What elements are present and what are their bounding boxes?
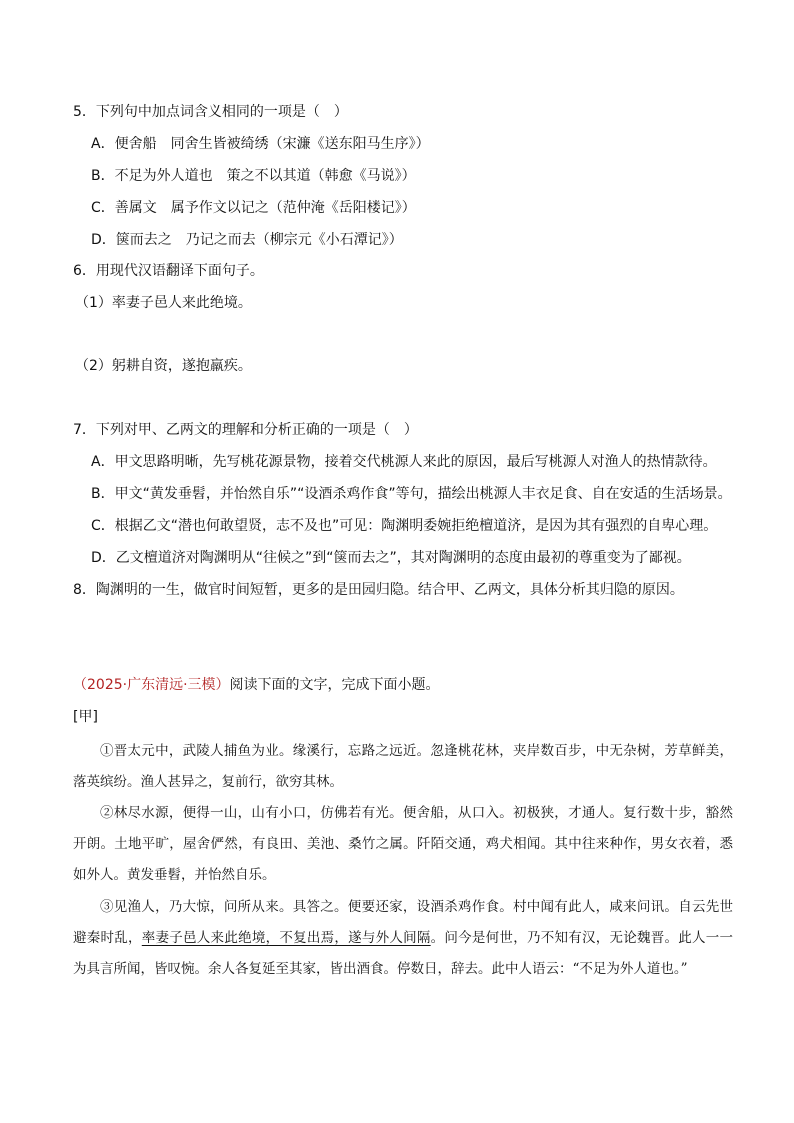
question-7-stem: 7．下列对甲、乙两文的理解和分析正确的一项是（ ）	[73, 422, 418, 438]
passage-label-jia: [甲]	[73, 709, 98, 725]
source-tag: （2025·广东清远·三模）	[73, 677, 230, 693]
passage-paragraph-3-text-end: 。问今是何世，乃不知有汉，无论魏晋。此人一一为具言所闻，皆叹惋。余人各复延至其家，皆出酒食。停数日，辞去。此中人语云：“不足为外人道也。”	[73, 930, 734, 977]
passage-paragraph-3	[73, 892, 733, 985]
question-6-stem: 6．用现代汉语翻译下面句子。	[73, 263, 264, 279]
question-7-option-d: D．乙文檀道济对陶渊明从“往候之”到“箧而去之”，其对陶渊明的态度由最初的尊重变为了鄙视。	[91, 550, 691, 566]
question-7-option-a: A．甲文思路明晰，先写桃花源景物，接着交代桃源人来此的原因，最后写桃源人对渔人的热情款待。	[91, 454, 717, 470]
section-heading	[73, 675, 440, 695]
question-5-option-a: A．便舍船 同舍生皆被绮绣（宋濂《送东阳马生序》）	[91, 136, 430, 152]
question-6-item-2: （2）躬耕自资，遂抱羸疾。	[75, 358, 252, 374]
question-5-option-c: C．善属文 属予作文以记之（范仲淹《岳阳楼记》）	[91, 200, 416, 216]
passage-paragraph-2: ②林尽水源，便得一山，山有小口，仿佛若有光。便舍船，从口入。初极狭，才通人。复行数十步，豁然开朗。土地平旷，屋舍俨然，有良田、美池、桑竹之属。阡陌交通，鸡犬相闻。其中往来种作，男女衣着，悉如外人。黄发垂髫，并怡然自乐。	[73, 805, 733, 883]
question-7-option-b: B．甲文“黄发垂髫，并怡然自乐”“设酒杀鸡作食”等句，描绘出桃源人丰衣足食、自在安适的生活场景。	[91, 486, 732, 502]
underlined-sentence: 率妻子邑人来此绝境，不复出焉，遂与外人间隔	[141, 930, 431, 946]
question-7-option-c: C．根据乙文“潜也何敢望贤，志不及也”可见：陶渊明委婉拒绝檀道济，是因为其有强烈的自卑心理。	[91, 518, 718, 534]
section-instruction: 阅读下面的文字，完成下面小题。	[229, 677, 440, 693]
passage-paragraph-3-text-start: ③见渔人，乃大惊，问所从来。具答之。便要还家，设酒杀鸡作食。村中闻有此人，咸来问讯。自云先世避秦时乱，	[73, 899, 733, 946]
question-5-stem: 5．下列句中加点词含义相同的一项是（ ）	[73, 104, 348, 120]
question-8-stem: 8．陶渊明的一生，做官时间短暂，更多的是田园归隐。结合甲、乙两文，具体分析其归隐的原因。	[73, 582, 684, 598]
question-5-option-b: B．不足为外人道也 策之不以其道（韩愈《马说》）	[91, 168, 416, 184]
passage-paragraph-1: ①晋太元中，武陵人捕鱼为业。缘溪行，忘路之远近。忽逢桃花林，夹岸数百步，中无杂树，芳草鲜美，落英缤纷。渔人甚异之，复前行，欲穷其林。	[73, 743, 733, 790]
question-6-item-1: （1）率妻子邑人来此绝境。	[75, 295, 252, 311]
question-5-option-d: D．箧而去之 乃记之而去（柳宗元《小石潭记》）	[91, 232, 403, 248]
